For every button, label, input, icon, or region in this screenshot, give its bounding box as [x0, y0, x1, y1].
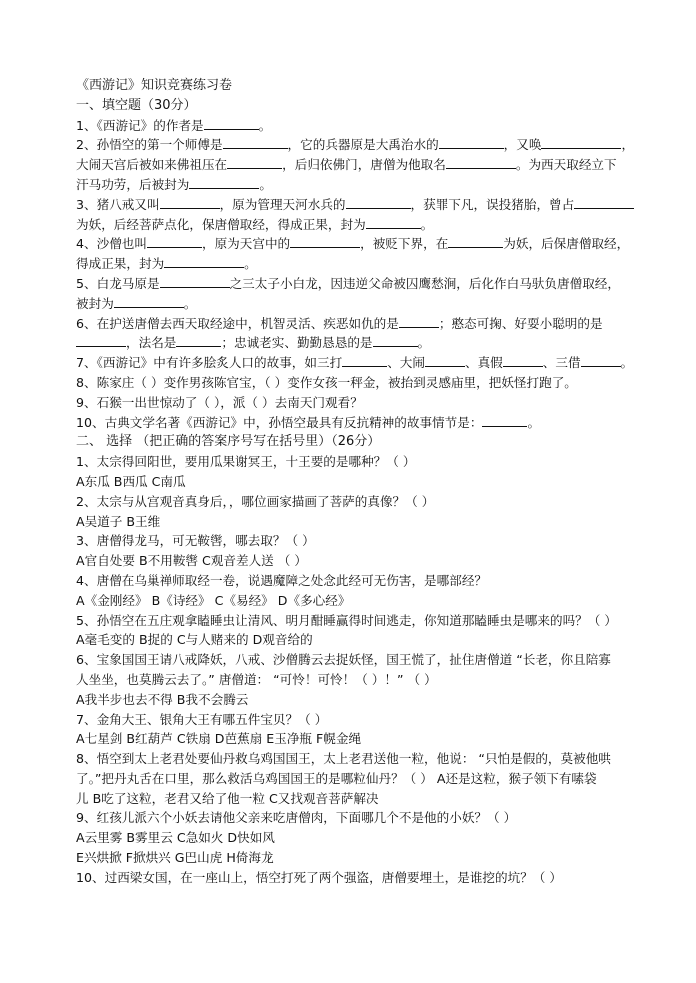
question-1-10: 10、古典文学名著《西游记》中，孙悟空最具有反抗精神的故事情节是： 。: [76, 414, 541, 430]
answer-blank[interactable]: [541, 135, 621, 149]
question-2-1: 1、太宗得回阳世，要用瓜果谢冥王，十王要的是哪种？（ ）: [76, 454, 416, 470]
question-1-4-cont: 得成正果，封为 。: [76, 256, 257, 272]
question-2-6-options: A我半步也去不得 B我不会腾云: [76, 691, 249, 707]
question-2-5: 5、孙悟空在五庄观拿瞌睡虫让清风、明月酣睡赢得时间逃走，你知道那瞌睡虫是哪来的吗？（ ）: [76, 612, 617, 628]
answer-blank[interactable]: [176, 333, 221, 347]
question-1-3: 3、猪八戒又叫 ，原为管理天河水兵的 ，获罪下凡，误投猪胎，曾占: [76, 195, 634, 215]
answer-blank[interactable]: [114, 294, 184, 308]
question-2-3: 3、唐僧得龙马，可无鞍辔，哪去取？（ ）: [76, 533, 315, 549]
answer-blank[interactable]: [160, 195, 220, 209]
answer-blank[interactable]: [503, 353, 543, 367]
question-2-4: 4、唐僧在乌巢禅师取经一卷，说遇魔障之处念此经可无伤害，是哪部经？: [76, 572, 488, 588]
question-1-5: 5、白龙马原是 之三太子小白龙，因违逆父命被囚鹰愁涧，后化作白马驮负唐僧取经，: [76, 275, 620, 291]
question-1-2-end: 汗马功劳，后被封为 。: [76, 176, 272, 192]
section-1-heading: 一、填空题（30分）: [76, 97, 197, 113]
question-1-1: 1、《西游记》的作者是 。: [76, 117, 272, 133]
answer-blank[interactable]: [448, 234, 503, 248]
answer-blank[interactable]: [366, 215, 421, 229]
question-1-2: 2、孙悟空的第一个师傅是 ，它的兵器原是大禹治水的 ，又唤 ，: [76, 137, 634, 153]
answer-blank[interactable]: [346, 195, 411, 209]
answer-blank[interactable]: [189, 175, 259, 189]
section-2-heading: 二、 选择 （把正确的答案序号写在括号里）（26分）: [76, 434, 381, 450]
question-2-8: 8、悟空到太上老君处要仙丹救乌鸡国国王，太上老君送他一粒，他说： “只怕是假的，莫被他哄: [76, 751, 611, 767]
question-1-5-cont: 被封为 。: [76, 295, 197, 311]
document-title: 《西游记》知识竞赛练习卷: [76, 78, 233, 93]
answer-blank[interactable]: [482, 413, 527, 427]
answer-blank[interactable]: [227, 155, 282, 169]
question-2-3-options: A官自处要 B不用鞍辔 C观音差人送 （ ）: [76, 553, 307, 569]
answer-blank[interactable]: [574, 195, 634, 209]
question-1-4: 4、沙僧也叫 ，原为天宫中的 ，被贬下界，在 为妖，后保唐僧取经，: [76, 236, 630, 252]
answer-blank[interactable]: [204, 116, 259, 130]
question-1-9: 9、石猴一出世惊动了（ ），派（ ）去南天门观看？: [76, 394, 363, 410]
question-2-9-options-2: E兴烘掀 F掀烘兴 G巴山虎 H倚海龙: [76, 850, 274, 866]
question-1-3-cont: 为妖，后经菩萨点化，保唐僧取经，得成正果，封为 。: [76, 216, 434, 232]
answer-blank[interactable]: [439, 135, 504, 149]
answer-blank[interactable]: [399, 314, 439, 328]
question-2-2: 2、太宗与从宫观音真身后，，哪位画家描画了菩萨的真像？（ ）: [76, 493, 435, 509]
question-2-10: 10、过西梁女国，在一座山上，悟空打死了两个强盗，唐僧要埋土，是谁挖的坑？（ ）: [76, 869, 562, 885]
answer-blank[interactable]: [160, 274, 230, 288]
answer-blank[interactable]: [223, 135, 288, 149]
answer-blank[interactable]: [342, 353, 387, 367]
answer-blank[interactable]: [446, 155, 516, 169]
question-2-1-options: A东瓜 B西瓜 C南瓜: [76, 473, 186, 489]
question-2-2-options: A吴道子 B王维: [76, 513, 161, 529]
question-2-6: 6、宝象国国王请八戒降妖，八戒、沙僧腾云去捉妖怪，国王慌了，扯住唐僧道 “长老，你且陪寡: [76, 652, 611, 668]
question-2-7: 7、金角大王、银角大王有哪五件宝贝？（ ）: [76, 711, 328, 727]
answer-blank[interactable]: [373, 333, 418, 347]
question-2-9: 9、红孩儿派六个小妖去请他父亲来吃唐僧肉，下面哪几个不是他的小妖？（ ）: [76, 810, 517, 826]
answer-blank[interactable]: [76, 333, 126, 347]
answer-blank[interactable]: [164, 254, 244, 268]
question-1-6-cont: ，法名是 ；忠诚老实、勤勤恳恳的是 。: [76, 333, 634, 353]
answer-blank[interactable]: [425, 353, 465, 367]
question-2-6-cont: 人坐坐，也莫腾云去了。” 唐僧道： “可怜！可怜！（ ）！” （ ）: [76, 671, 437, 687]
question-1-8: 8、陈家庄（ ）变作男孩陈官宝，（ ）变作女孩一秤金，被抬到灵感庙里，把妖怪打跑了。: [76, 374, 577, 390]
answer-blank[interactable]: [581, 353, 621, 367]
question-1-7: 7、《西游记》中有许多脍炙人口的故事，如三打 、大闹 、真假 、三借 。: [76, 355, 634, 371]
answer-blank[interactable]: [290, 234, 360, 248]
question-2-8-cont: 了。”把丹丸舌在口里，那么救活乌鸡国国王的是哪粒仙丹？（ ） A还是这粒，猴子领下有嗉袋: [76, 770, 597, 786]
question-1-6: 6、在护送唐僧去西天取经途中，机智灵活、疾恶如仇的是 ；憨态可掬、好耍小聪明的是: [76, 315, 603, 331]
question-2-5-options: A毫毛变的 B捉的 C与人赌来的 D观音给的: [76, 632, 313, 648]
question-1-2-cont: 大闹天宫后被如来佛祖压在 ，后归依佛门，唐僧为他取名 。为西天取经立下: [76, 157, 617, 173]
question-2-4-options: A《金刚经》 B《诗经》 C《易经》 D《多心经》: [76, 592, 351, 608]
question-2-9-options-1: A云里雾 B雾里云 C急如火 D快如风: [76, 830, 275, 846]
question-2-8-end: 儿 B吃了这粒，老君又给了他一粒 C又找观音菩萨解决: [76, 790, 379, 806]
answer-blank[interactable]: [147, 234, 202, 248]
question-2-7-options: A七星剑 B红葫芦 C铁扇 D芭蕉扇 E玉净瓶 F幌金绳: [76, 731, 362, 747]
